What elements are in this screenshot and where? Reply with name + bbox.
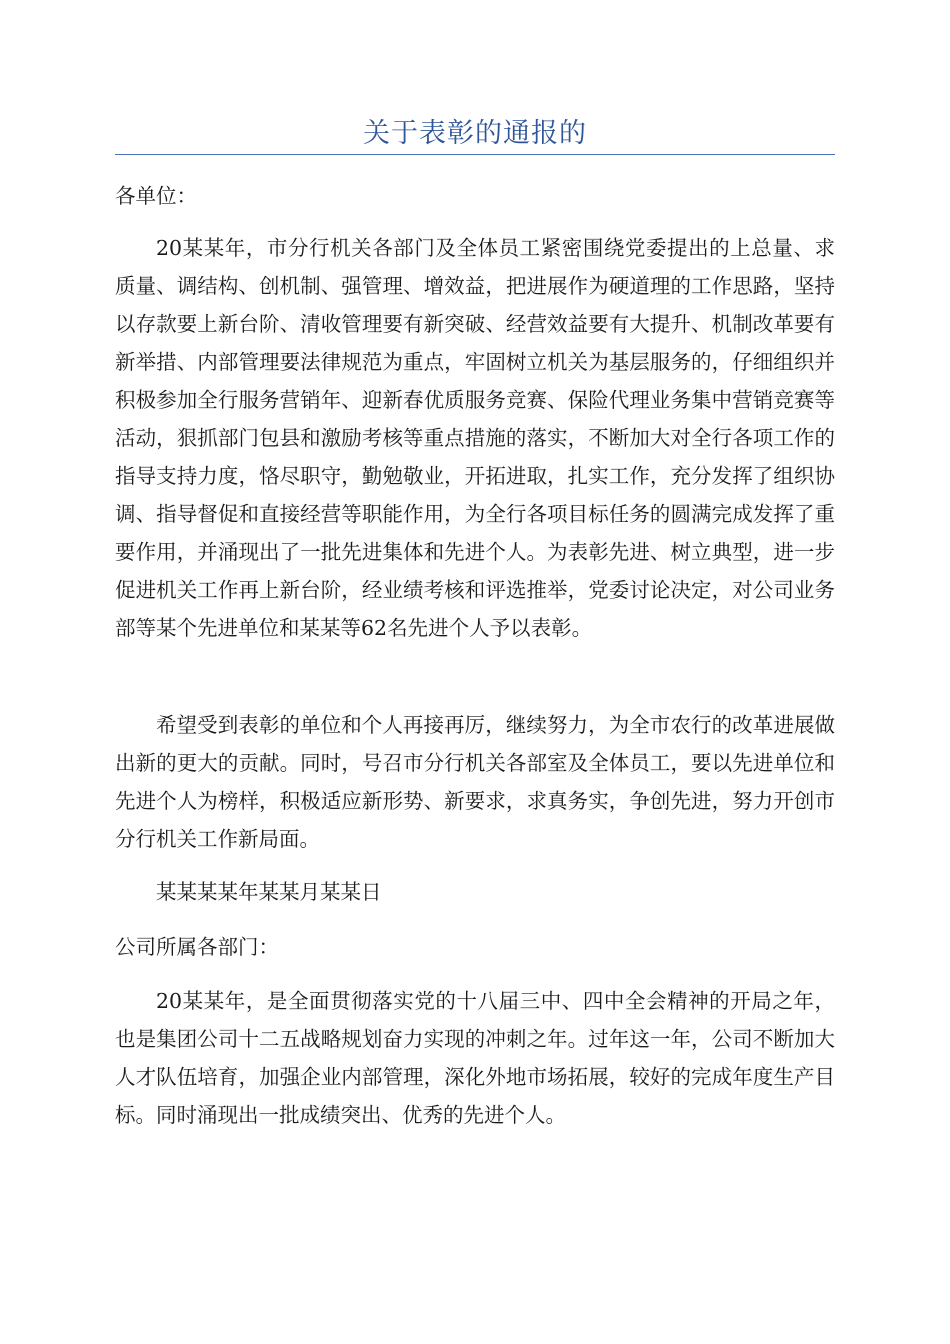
paragraph-hope: 希望受到表彰的单位和个人再接再厉，继续努力，为全市农行的改革进展做出新的更大的贡献。同时，号召市分行机关各部室及全体员工，要以先进单位和先进个人为榜样，积极适应新形势、新要求，求真务实，争创先进，努力开创市分行机关工作新局面。 xyxy=(115,713,835,851)
salutation-units: 各单位： xyxy=(115,184,197,208)
document-title: 关于表彰的通报的 xyxy=(363,118,587,149)
salutation-departments: 公司所属各部门： xyxy=(115,935,279,959)
paragraph-year-review: 20某某年，是全面贯彻落实党的十八届三中、四中全会精神的开局之年，也是集团公司十二五战略规划奋力实现的冲刺之年。过年这一年，公司不断加大人才队伍培育，加强企业内部管理，深化外地市场拓展，较好的完成年度生产目标。同时涌现出一批成绩突出、优秀的先进个人。 xyxy=(115,989,835,1127)
title-underline xyxy=(115,154,835,155)
paragraph-commendation: 20某某年，市分行机关各部门及全体员工紧密围绕党委提出的上总量、求质量、调结构、创机制、强管理、增效益，把进展作为硬道理的工作思路，坚持以存款要上新台阶、清收管理要有新突破、经营效益要有大提升、机制改革要有新举措、内部管理要法律规范为重点，牢固树立机关为基层服务的，仔细组织并积极参加全行服务营销年、迎新春优质服务竞赛、保险代理业务集中营销竞赛等活动，狠抓部门包县和激励考核等重点措施的落实，不断加大对全行各项工作的指导支持力度，恪尽职守，勤勉敬业，开拓进取，扎实工作，充分发挥了组织协调、指导督促和直接经营等职能作用，为全行各项目标任务的圆满完成发挥了重要作用，并涌现出了一批先进集体和先进个人。为表彰先进、树立典型，进一步促进机关工作再上新台阶，经业绩考核和评选推举，党委讨论决定，对公司业务部等某个先进单位和某某等62名先进个人予以表彰。 xyxy=(115,236,835,640)
date-line: 某某某某年某某月某某日 xyxy=(156,880,382,904)
